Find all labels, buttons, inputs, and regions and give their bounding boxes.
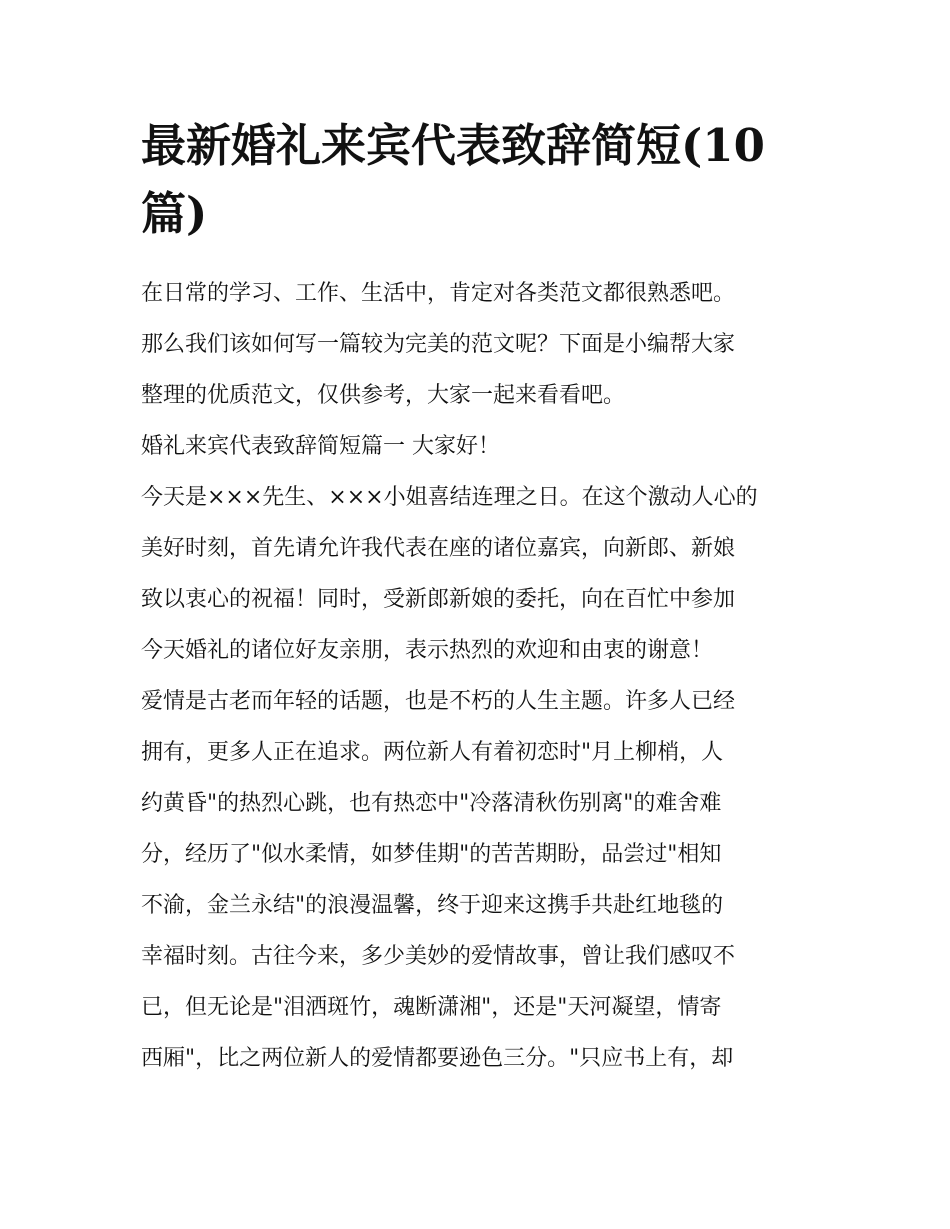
- body-line-10: 拥有，更多人正在追求。两位新人有着初恋时"月上柳梢，人: [141, 740, 724, 765]
- body-line-5: 今天是×××先生、×××小姐喜结连理之日。在这个激动人心的: [141, 485, 758, 510]
- title-line-1: 最新婚礼来宾代表致辞简短(10: [141, 119, 765, 172]
- body-line-1: 在日常的学习、工作、生活中，肯定对各类范文都很熟悉吧。: [141, 281, 736, 306]
- section-heading-line: 婚礼来宾代表致辞简短篇一 大家好！: [141, 434, 500, 459]
- body-line-6: 美好时刻，首先请允许我代表在座的诸位嘉宾，向新郎、新娘: [141, 536, 736, 561]
- body-line-3: 整理的优质范文，仅供参考，大家一起来看看吧。: [141, 383, 626, 408]
- body-line-14: 幸福时刻。古往今来，多少美妙的爱情故事，曾让我们感叹不: [141, 944, 736, 969]
- body-line-11: 约黄昏"的热烈心跳，也有热恋中"冷落清秋伤别离"的难舍难: [141, 791, 722, 816]
- body-line-13: 不渝，金兰永结"的浪漫温馨，终于迎来这携手共赴红地毯的: [141, 893, 724, 918]
- title-line-2: 篇): [141, 187, 208, 240]
- body-line-16: 西厢"，比之两位新人的爱情都要逊色三分。"只应书上有，却: [141, 1046, 734, 1071]
- body-line-12: 分，经历了"似水柔情，如梦佳期"的苦苦期盼，品尝过"相知: [141, 842, 722, 867]
- body-line-2: 那么我们该如何写一篇较为完美的范文呢？下面是小编帮大家: [141, 332, 736, 357]
- document-body: [141, 268, 813, 1084]
- body-line-8: 今天婚礼的诸位好友亲朋，表示热烈的欢迎和由衷的谢意！: [141, 638, 714, 663]
- document-content: [141, 112, 813, 1084]
- body-line-9: 爱情是古老而年轻的话题，也是不朽的人生主题。许多人已经: [141, 689, 736, 714]
- body-line-15: 已，但无论是"泪洒斑竹，魂断潇湘"，还是"天河凝望，情寄: [141, 995, 722, 1020]
- body-line-7: 致以衷心的祝福！同时，受新郎新娘的委托，向在百忙中参加: [141, 587, 736, 612]
- document-title: [141, 112, 813, 248]
